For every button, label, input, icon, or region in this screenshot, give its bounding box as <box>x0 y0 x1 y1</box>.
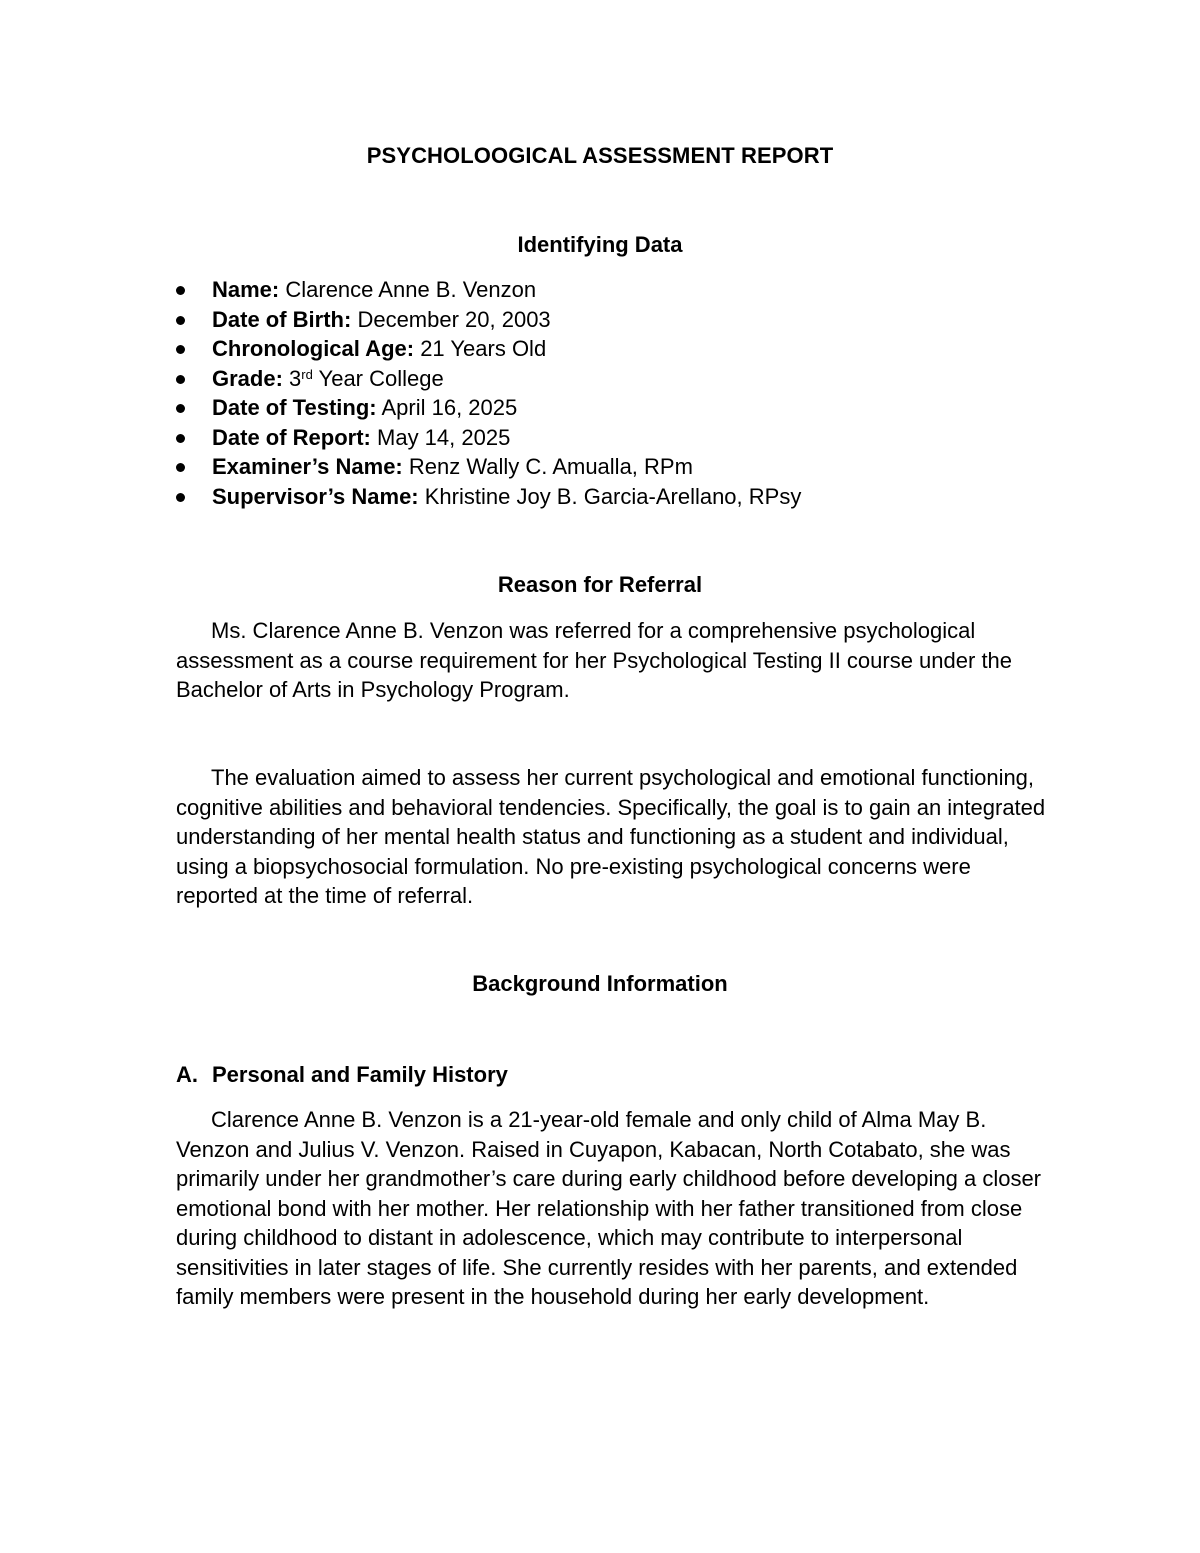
list-item-name <box>176 275 1076 305</box>
subsection-title: Personal and Family History <box>212 1062 508 1087</box>
bullet-icon <box>176 286 185 295</box>
item-label: Date of Birth: <box>212 306 352 332</box>
item-value: Clarence Anne B. Venzon <box>279 277 537 302</box>
list-item-date-of-birth <box>176 305 1076 335</box>
item-label: Date of Testing: <box>212 395 377 420</box>
bullet-icon <box>176 493 185 502</box>
subsection-letter: A. <box>176 1062 198 1087</box>
personal-family-history-paragraph: Clarence Anne B. Venzon is a 21-year-old female and only child of Alma May B. Venzon and Julius V. Venzon. Raised in Cuyapon, Kabacan, North Cotabato, she was primarily under her grandmother’s care during early childhood before developing a closer emotional bond with her mother. Her relationship with her father transitioned from close during childhood to distant in adolescence, which may contribute to interpersonal sensitivities in later stages of life. She currently resides with her parents, and extended family members were present in the household during her early development. <box>176 1107 1042 1309</box>
referral-paragraph-1: Ms. Clarence Anne B. Venzon was referred for a comprehensive psychological assessment as a course requirement for her Psychological Testing II course under the Bachelor of Arts in Psychology Program. <box>176 618 1013 702</box>
background-information-heading: Background Information <box>472 971 728 996</box>
bullet-icon <box>176 463 185 472</box>
list-item-supervisor-name <box>176 482 1076 512</box>
bullet-icon <box>176 404 185 413</box>
item-label: Grade: <box>212 365 283 391</box>
item-label: Supervisor’s Name: <box>212 483 419 509</box>
identifying-data-heading: Identifying Data <box>517 232 683 257</box>
report-title: PSYCHOLOOGICAL ASSESSMENT REPORT <box>366 143 834 168</box>
item-label: Chronological Age: <box>212 336 415 361</box>
personal-family-history-heading <box>176 1060 508 1090</box>
ordinal-suffix: rd <box>301 367 313 383</box>
item-label: Examiner’s Name: <box>212 454 403 479</box>
reason-for-referral-heading: Reason for Referral <box>497 572 703 597</box>
referral-paragraph-2: The evaluation aimed to assess her current psychological and emotional functioning, cognitive abilities and behavioral tendencies. Specifically, the goal is to gain an integrated understanding of her mental health status and functioning as a student and individual, using a biopsychosocial formulation. No pre-existing psychological concerns were reported at the time of referral. <box>176 765 1046 908</box>
item-value: 3 <box>282 365 302 391</box>
item-value: December 20, 2003 <box>351 306 551 332</box>
bullet-icon <box>176 345 185 354</box>
item-label: Date of Report: <box>212 424 371 450</box>
list-item-date-of-report <box>176 423 1076 453</box>
list-item-examiner-name <box>176 452 1076 482</box>
bullet-icon <box>176 434 185 443</box>
list-item-grade <box>176 364 1076 394</box>
item-value: April 16, 2025 <box>376 395 518 420</box>
bullet-icon <box>176 375 185 384</box>
bullet-icon <box>176 316 185 325</box>
item-value: 21 Years Old <box>414 336 547 361</box>
identifying-data-list <box>176 275 1076 511</box>
item-value-suffix: Year College <box>312 365 444 391</box>
item-value: May 14, 2025 <box>370 424 511 450</box>
list-item-chronological-age <box>176 334 1076 364</box>
item-label: Name: <box>212 277 280 302</box>
item-value: Khristine Joy B. Garcia-Arellano, RPsy <box>418 483 802 509</box>
list-item-date-of-testing <box>176 393 1076 423</box>
item-value: Renz Wally C. Amualla, RPm <box>402 454 693 479</box>
